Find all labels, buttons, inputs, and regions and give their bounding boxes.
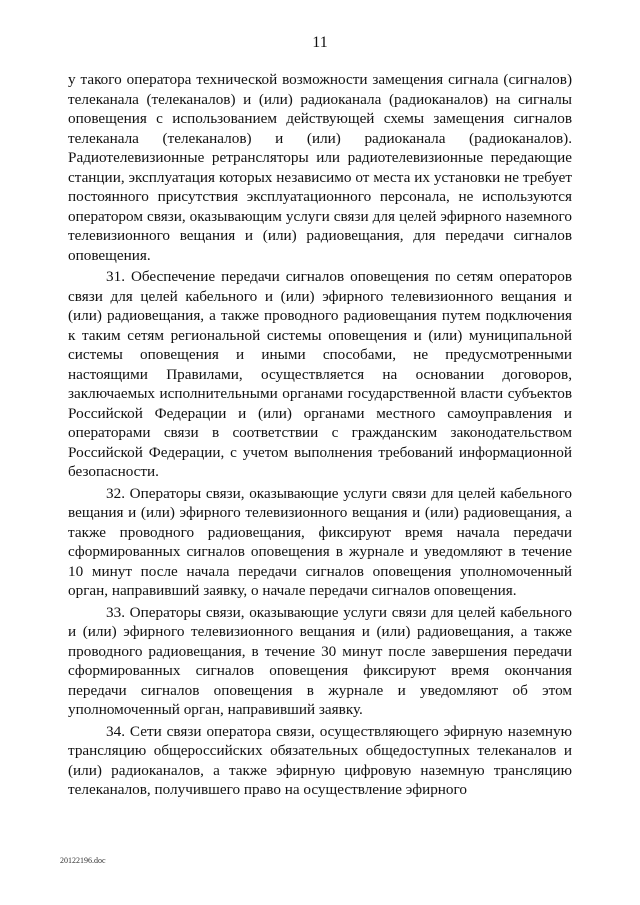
paragraph-clause-34: 34. Сети связи оператора связи, осуществляющего эфирную наземную трансляцию общероссийских обязательных общедоступных телеканалов и (или) радиоканалов, а также эфирную цифровую наземную трансляцию телеканалов, получившего право на осуществление эфирного — [68, 722, 572, 798]
paragraph-clause-32: 32. Операторы связи, оказывающие услуги связи для целей кабельного вещания и (или) эфирного телевизионного вещания и (или) радиовещания, а также проводного радиовещания, фиксируют время начала передачи сформированных сигналов оповещения в журнале и уведомляют в течение 10 минут после начала передачи сигналов оповещения уполномоченный орган, направивший заявку, о начале передачи сигналов оповещения. — [68, 484, 572, 599]
page-number: 11 — [312, 34, 328, 51]
paragraph-continuation: у такого оператора технической возможности замещения сигнала (сигналов) телеканала (телеканалов) и (или) радиоканала (радиоканалов) на сигналы оповещения с использованием действующей схемы замещения сигналов телеканала (телеканалов) и (или) радиоканала (радиоканалов). Радиотелевизионные ретрансляторы или радиотелевизионные передающие станции, эксплуатация которых независимо от места их установки не требует постоянного присутствия эксплуатационного персонала, не используются оператором связи, оказывающим услуги связи для целей эфирного наземного телевизионного вещания и (или) радиовещания, для передачи сигналов оповещения. — [68, 71, 572, 264]
document-file-code: 20122196.doc — [60, 856, 106, 865]
paragraph-clause-31: 31. Обеспечение передачи сигналов оповещения по сетям операторов связи для целей кабельного и (или) эфирного телевизионного вещания и (или) радиовещания, а также проводного радиовещания путем подключения к таким сетям региональной системы оповещения и (или) муниципальной системы оповещения и иными способами, не предусмотренными настоящими Правилами, осуществляется на основании договоров, заключаемых исполнительными органами государственной власти субъектов Российской Федерации и (или) органами местного самоуправления и операторами связи в соответствии с гражданским законодательством Российской Федерации, с учетом выполнения требований информационной безопасности. — [68, 268, 572, 480]
paragraph-clause-33: 33. Операторы связи, оказывающие услуги связи для целей кабельного и (или) эфирного телевизионного вещания и (или) радиовещания, а также проводного радиовещания, в течение 30 минут после завершения передачи сформированных сигналов оповещения фиксируют время окончания передачи сигналов оповещения в журнале и уведомляют об этом уполномоченный орган, направивший заявку. — [68, 603, 572, 718]
document-body — [68, 70, 572, 800]
